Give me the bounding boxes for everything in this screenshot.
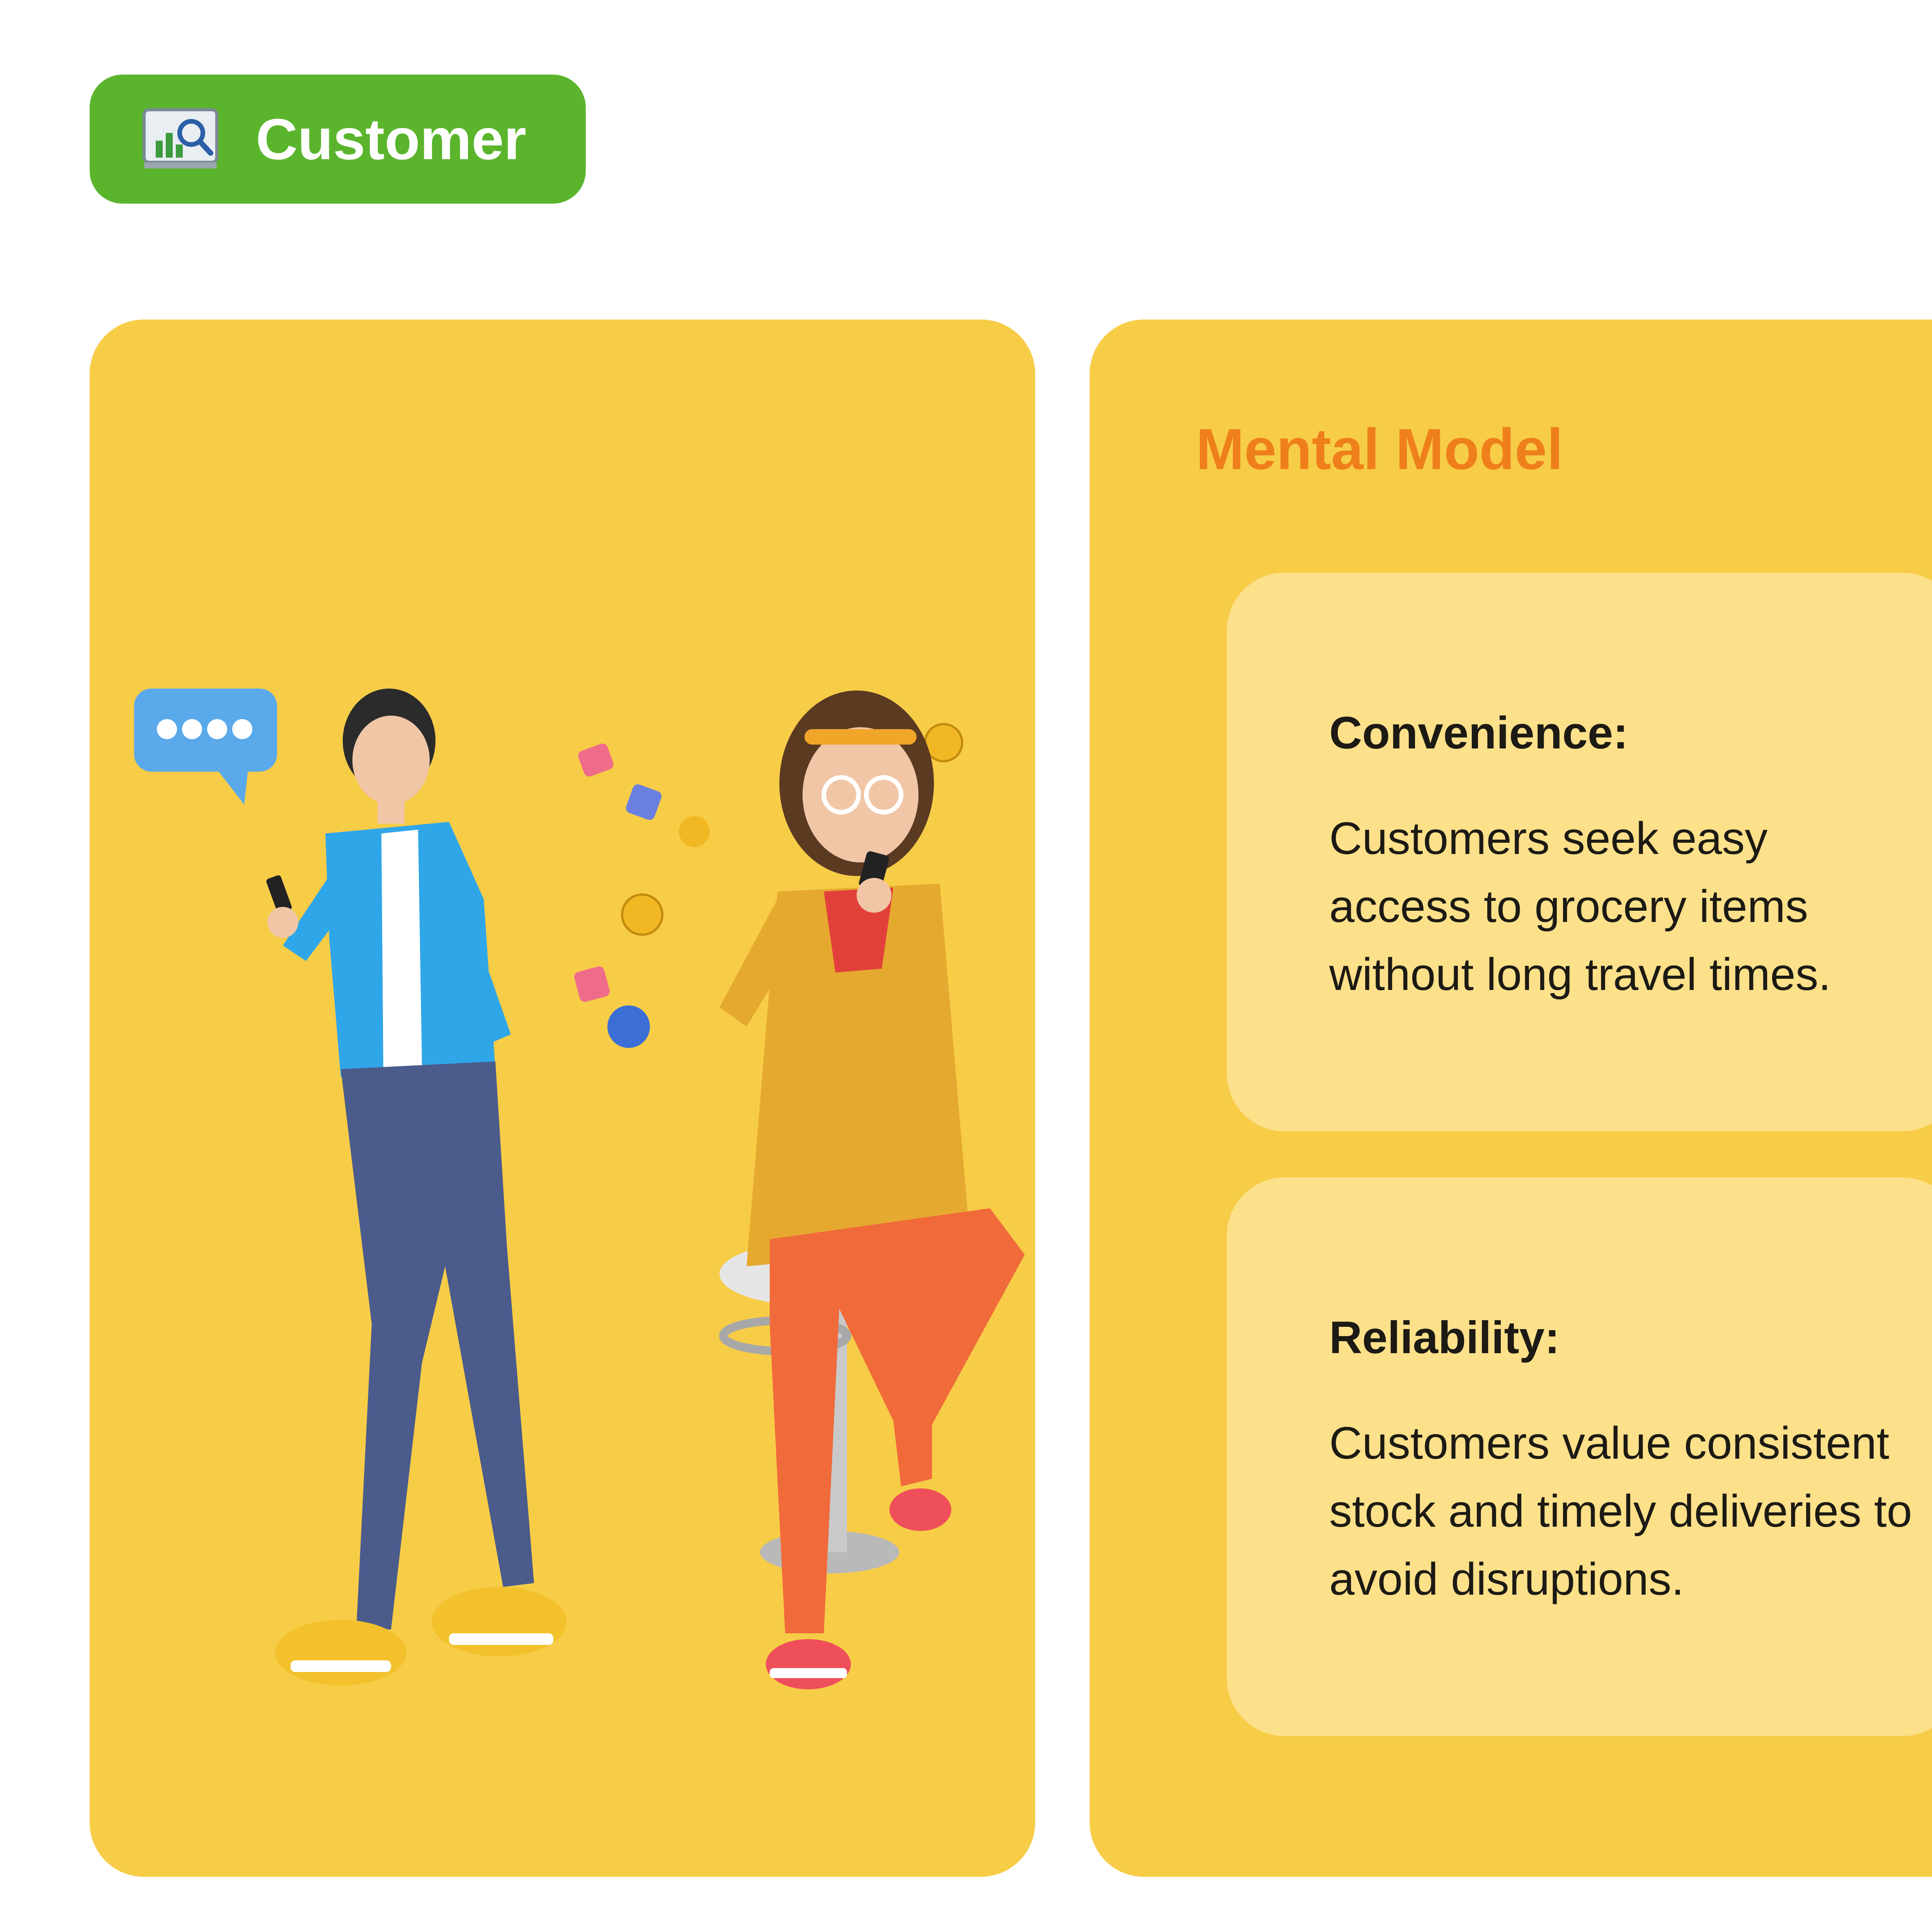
woman-figure <box>719 690 1025 1689</box>
man-figure <box>265 689 567 1685</box>
tile-body: Customers seek easy access to grocery items without long travel times. <box>1329 813 1831 1000</box>
two-people-using-phones-illustration <box>90 320 1035 1877</box>
illustration-card <box>90 320 1035 1877</box>
customer-badge <box>90 75 586 204</box>
badge-label: Customer <box>256 107 527 172</box>
tile-body: Customers value consistent stock and timely deliveries to avoid disruptions. <box>1329 1418 1912 1605</box>
tile-title: Reliability: <box>1329 1312 1560 1363</box>
analytics-magnifier-icon <box>142 107 219 171</box>
tile-title: Convenience: <box>1329 707 1628 759</box>
chat-bubble-icon <box>134 689 277 804</box>
tile-reliability <box>1227 1177 1932 1736</box>
mental-model-card <box>1090 320 1932 1877</box>
tile-convenience <box>1227 573 1932 1131</box>
mental-model-title: Mental Model <box>1196 417 1563 481</box>
